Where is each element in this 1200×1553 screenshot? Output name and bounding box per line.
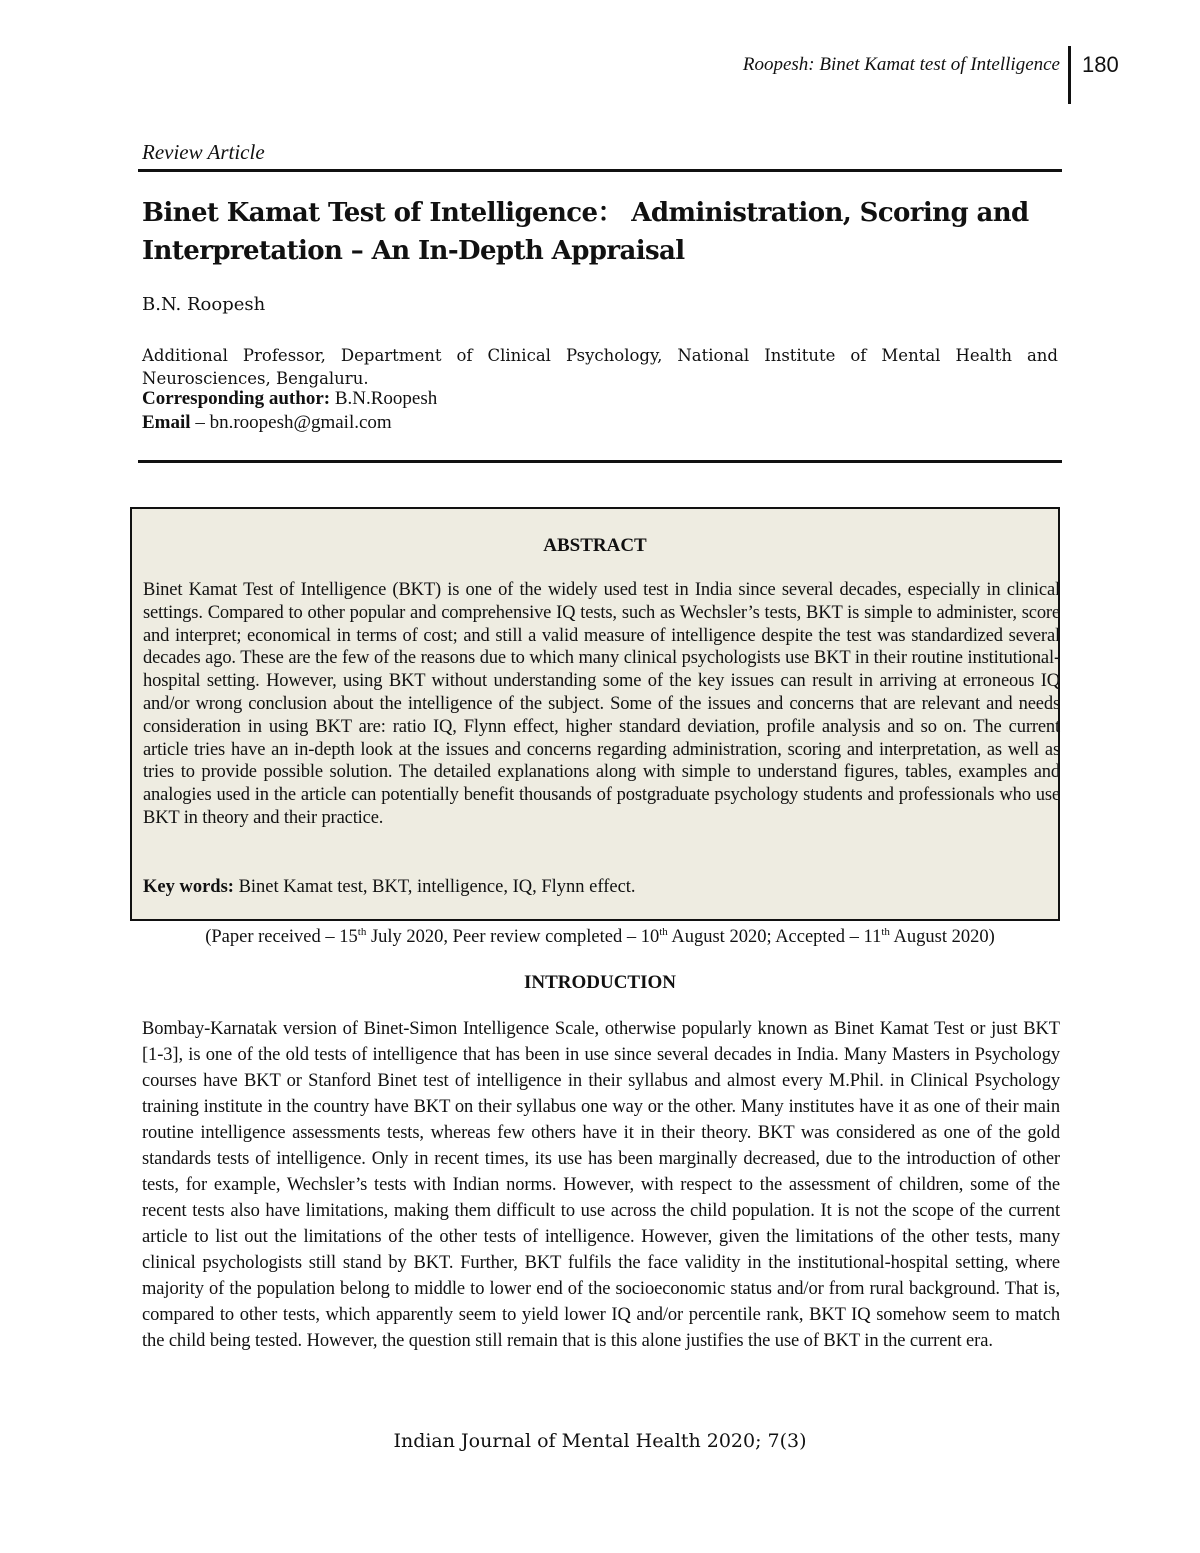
- email-label: Email: [142, 412, 191, 433]
- abstract-box: [130, 507, 1060, 921]
- running-head: Roopesh: Binet Kamat test of Intelligence: [742, 54, 1060, 75]
- dates-text: July 2020, Peer review completed – 10: [366, 927, 660, 948]
- email-value: – bn.roopesh@gmail.com: [190, 412, 392, 433]
- journal-footer: Indian Journal of Mental Health 2020; 7(3): [393, 1430, 807, 1452]
- introduction-heading: INTRODUCTION: [523, 972, 677, 993]
- dates-text: August 2020; Accepted – 11: [667, 927, 882, 948]
- header-divider: [1068, 46, 1071, 104]
- abstract-text: Binet Kamat Test of Intelligence (BKT) is one of the widely used test in India since several decades, especially in clinical settings. Compared to other popular and comprehensive IQ tests, such as Wechsler’s tests, BKT is simple to administer, score and interpret; economical in terms of cost; and still a valid measure of intelligence despite the test was standardized several decades ago. These are the few of the reasons due to which many clinical psychologists use BKT in their routine institutional-hospital setting. However, using BKT without understanding some of the key issues can result in arriving at erroneous IQ and/or wrong conclusion about the intelligence of the subject. Some of the issues and concerns that are relevant and needs consideration in using BKT are: ratio IQ, Flynn effect, higher standard deviation, profile analysis and so on. The current article tries have an in-depth look at the issues and concerns regarding administration, scoring and interpretation, as well as tries to provide possible solution. The detailed explanations along with simple to understand figures, tables, examples and analogies used in the article can potentially benefit thousands of postgraduate psychology students and professionals who use BKT in theory and their practice.: [143, 580, 1060, 828]
- dates-sup: th: [881, 926, 890, 938]
- introduction-text: Bombay-Karnatak version of Binet-Simon Intelligence Scale, otherwise popularly known as Binet Kamat Test or just BKT [1-3], is one of the old tests of intelligence that has been in use since several decades in India. Many Masters in Psychology courses have BKT or Stanford Binet test of intelligence in their syllabus and almost every M.Phil. in Clinical Psychology training institute in the country have BKT on their syllabus one way or the other. Many institutes have it as one of their main routine intelligence assessments tests, whereas few others have it in their theory. BKT was considered as one of the gold standards tests of intelligence. Only in recent times, its use has been marginally decreased, due to the introduction of other tests, for example, Wechsler’s tests with Indian norms. However, with respect to the assessment of children, some of the recent tests also have limitations, making them difficult to use across the child population. It is not the scope of the current article to list out the limitations of the other tests of intelligence. However, given the limitations of the other tests, many clinical psychologists still stand by BKT. Further, BKT fulfils the face validity in the institutional-hospital setting, where majority of the population belong to middle to lower end of the socioeconomic status and/or from rural background. That is, compared to other tests, which apparently seem to yield lower IQ and/or percentile rank, BKT IQ somehow seem to match the child being tested. However, the question still remain that is this alone justifies the use of BKT in the current era.: [142, 1019, 1060, 1351]
- keywords: [143, 877, 636, 898]
- dates-sup: th: [357, 926, 367, 938]
- corresponding-value: B.N.Roopesh: [330, 388, 438, 409]
- dates-sup: th: [659, 926, 668, 938]
- affiliation: Additional Professor, Department of Clinical Psychology, National Institute of Mental Health and Neurosciences, Bengaluru.: [142, 346, 1058, 388]
- article-title: Binet Kamat Test of Intelligence： Administration, Scoring and Interpretation – An In-Depth Appraisal: [142, 198, 1029, 266]
- top-rule: [138, 169, 1062, 172]
- publication-dates: [0, 926, 1200, 948]
- dates-text: (Paper received – 15: [205, 927, 358, 948]
- author: B.N. Roopesh: [142, 294, 266, 315]
- corresponding-author: [142, 388, 437, 410]
- page-number: 180: [1082, 52, 1119, 77]
- keywords-label: Key words:: [143, 877, 234, 897]
- dates-text: August 2020): [889, 927, 995, 948]
- abstract-heading: ABSTRACT: [543, 535, 647, 556]
- keywords-value: Binet Kamat test, BKT, intelligence, IQ, Flynn effect.: [233, 877, 636, 897]
- email-line: [142, 412, 392, 434]
- article-type: Review Article: [142, 140, 265, 164]
- header-bottom-rule: [138, 460, 1062, 463]
- corresponding-label: Corresponding author:: [142, 388, 331, 409]
